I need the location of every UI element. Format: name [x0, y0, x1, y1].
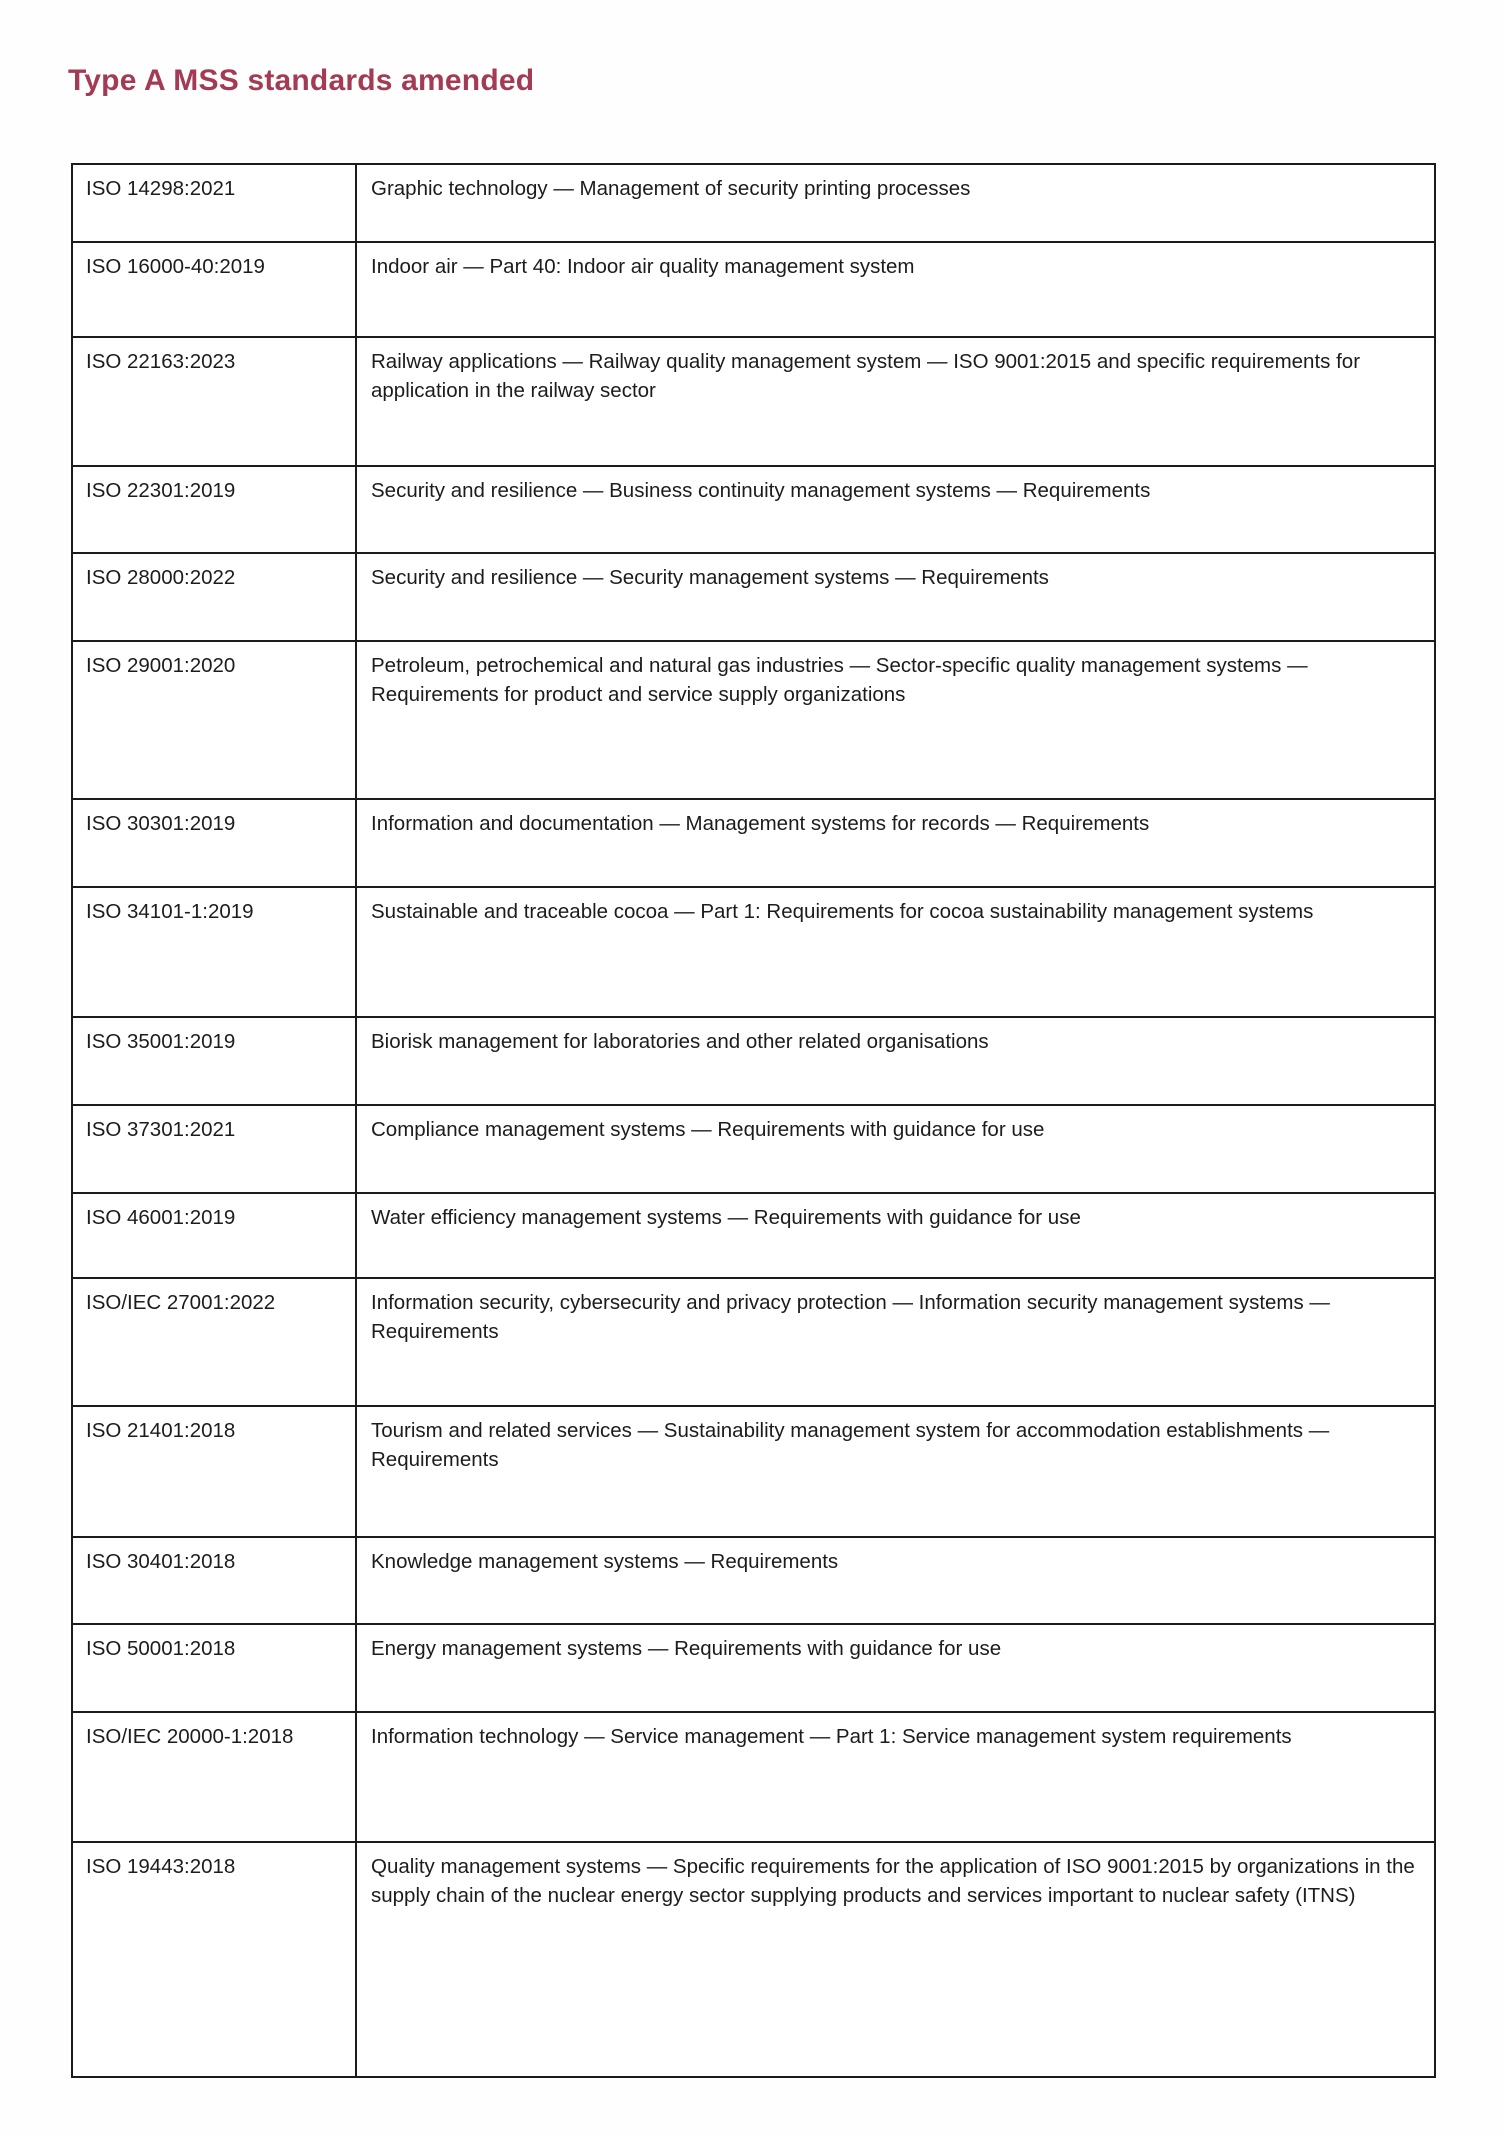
standard-title-text: Petroleum, petrochemical and natural gas industries — Sector-specific quality management systems — Requirements for product and service supply organizations	[371, 654, 1314, 707]
standard-code-text: ISO 37301:2021	[86, 1118, 236, 1141]
standard-title-cell	[356, 1712, 1435, 1842]
standard-code-text: ISO 28000:2022	[86, 566, 236, 589]
standard-title-text: Water efficiency management systems — Requirements with guidance for use	[371, 1206, 1081, 1229]
table-row	[72, 1105, 1435, 1193]
standard-title-text: Graphic technology — Management of security printing processes	[371, 177, 971, 200]
standard-code-cell	[72, 164, 356, 242]
page-title: Type A MSS standards amended	[68, 64, 535, 98]
standard-title-cell	[356, 887, 1435, 1017]
table-row	[72, 553, 1435, 641]
standard-code-cell	[72, 1712, 356, 1842]
table-row	[72, 164, 1435, 242]
standard-title-cell	[356, 1105, 1435, 1193]
table-row	[72, 466, 1435, 553]
standard-code-text: ISO 50001:2018	[86, 1637, 236, 1660]
standard-title-cell	[356, 1842, 1435, 2077]
table-row	[72, 1842, 1435, 2077]
table-row	[72, 799, 1435, 887]
standard-code-text: ISO 35001:2019	[86, 1030, 236, 1053]
standard-title-text: Information security, cybersecurity and privacy protection — Information security management systems — Requirements	[371, 1291, 1336, 1344]
standard-code-cell	[72, 1406, 356, 1537]
standard-title-cell	[356, 242, 1435, 337]
standard-title-cell	[356, 799, 1435, 887]
standard-code-cell	[72, 1017, 356, 1105]
standard-title-cell	[356, 466, 1435, 553]
table-row	[72, 242, 1435, 337]
standard-title-text: Information technology — Service management — Part 1: Service management system requirements	[371, 1725, 1292, 1748]
standard-title-text: Security and resilience — Security management systems — Requirements	[371, 566, 1049, 589]
standard-code-text: ISO 34101-1:2019	[86, 900, 254, 923]
standard-code-text: ISO 29001:2020	[86, 654, 236, 677]
standard-code-text: ISO 16000-40:2019	[86, 255, 265, 278]
table-row	[72, 1624, 1435, 1712]
standard-title-text: Sustainable and traceable cocoa — Part 1: Requirements for cocoa sustainability management systems	[371, 900, 1314, 923]
standard-title-text: Quality management systems — Specific requirements for the application of ISO 9001:2015 by organizations in the supply chain of the nuclear energy sector supplying products and services important to nuclear safety (ITNS)	[371, 1855, 1421, 1908]
standard-code-cell	[72, 1624, 356, 1712]
standards-table	[71, 163, 1436, 2078]
standard-title-text: Information and documentation — Management systems for records — Requirements	[371, 812, 1150, 835]
standard-title-text: Indoor air — Part 40: Indoor air quality management system	[371, 255, 915, 278]
standard-code-text: ISO 30401:2018	[86, 1550, 236, 1573]
standard-code-cell	[72, 466, 356, 553]
standard-title-text: Tourism and related services — Sustainability management system for accommodation establishments — Requirements	[371, 1419, 1335, 1472]
standard-code-text: ISO 30301:2019	[86, 812, 236, 835]
standard-title-cell	[356, 553, 1435, 641]
standard-title-text: Security and resilience — Business continuity management systems — Requirements	[371, 479, 1151, 502]
standard-code-cell	[72, 242, 356, 337]
standard-code-text: ISO/IEC 27001:2022	[86, 1291, 276, 1314]
standard-title-text: Biorisk management for laboratories and other related organisations	[371, 1030, 989, 1053]
table-row	[72, 1193, 1435, 1278]
standard-title-cell	[356, 164, 1435, 242]
standard-code-cell	[72, 1537, 356, 1624]
standard-code-cell	[72, 1193, 356, 1278]
standard-code-text: ISO 21401:2018	[86, 1419, 236, 1442]
standard-title-cell	[356, 1017, 1435, 1105]
standard-code-text: ISO 19443:2018	[86, 1855, 236, 1878]
standard-code-cell	[72, 641, 356, 799]
standard-title-cell	[356, 1537, 1435, 1624]
standard-code-text: ISO 14298:2021	[86, 177, 236, 200]
standard-title-cell	[356, 1278, 1435, 1406]
standard-code-text: ISO 46001:2019	[86, 1206, 236, 1229]
table-row	[72, 1712, 1435, 1842]
standard-code-cell	[72, 337, 356, 466]
table-row	[72, 337, 1435, 466]
standard-code-text: ISO 22301:2019	[86, 479, 236, 502]
table-row	[72, 887, 1435, 1017]
standard-title-text: Knowledge management systems — Requirements	[371, 1550, 839, 1573]
standard-title-text: Energy management systems — Requirements with guidance for use	[371, 1637, 1002, 1660]
standard-code-cell	[72, 799, 356, 887]
table-row	[72, 1017, 1435, 1105]
standard-code-cell	[72, 553, 356, 641]
standard-code-cell	[72, 1842, 356, 2077]
standard-code-cell	[72, 1105, 356, 1193]
standards-table-body	[72, 164, 1435, 2077]
standard-title-cell	[356, 1406, 1435, 1537]
standard-code-cell	[72, 887, 356, 1017]
table-row	[72, 1406, 1435, 1537]
standard-title-text: Compliance management systems — Requirements with guidance for use	[371, 1118, 1045, 1141]
standard-code-text: ISO 22163:2023	[86, 350, 236, 373]
standard-title-cell	[356, 1624, 1435, 1712]
standard-code-text: ISO/IEC 20000-1:2018	[86, 1725, 294, 1748]
standard-title-text: Railway applications — Railway quality management system — ISO 9001:2015 and specific requirements for application in the railway sector	[371, 350, 1366, 403]
standard-title-cell	[356, 641, 1435, 799]
standard-title-cell	[356, 337, 1435, 466]
table-row	[72, 641, 1435, 799]
table-row	[72, 1537, 1435, 1624]
table-row	[72, 1278, 1435, 1406]
standard-code-cell	[72, 1278, 356, 1406]
standard-title-cell	[356, 1193, 1435, 1278]
